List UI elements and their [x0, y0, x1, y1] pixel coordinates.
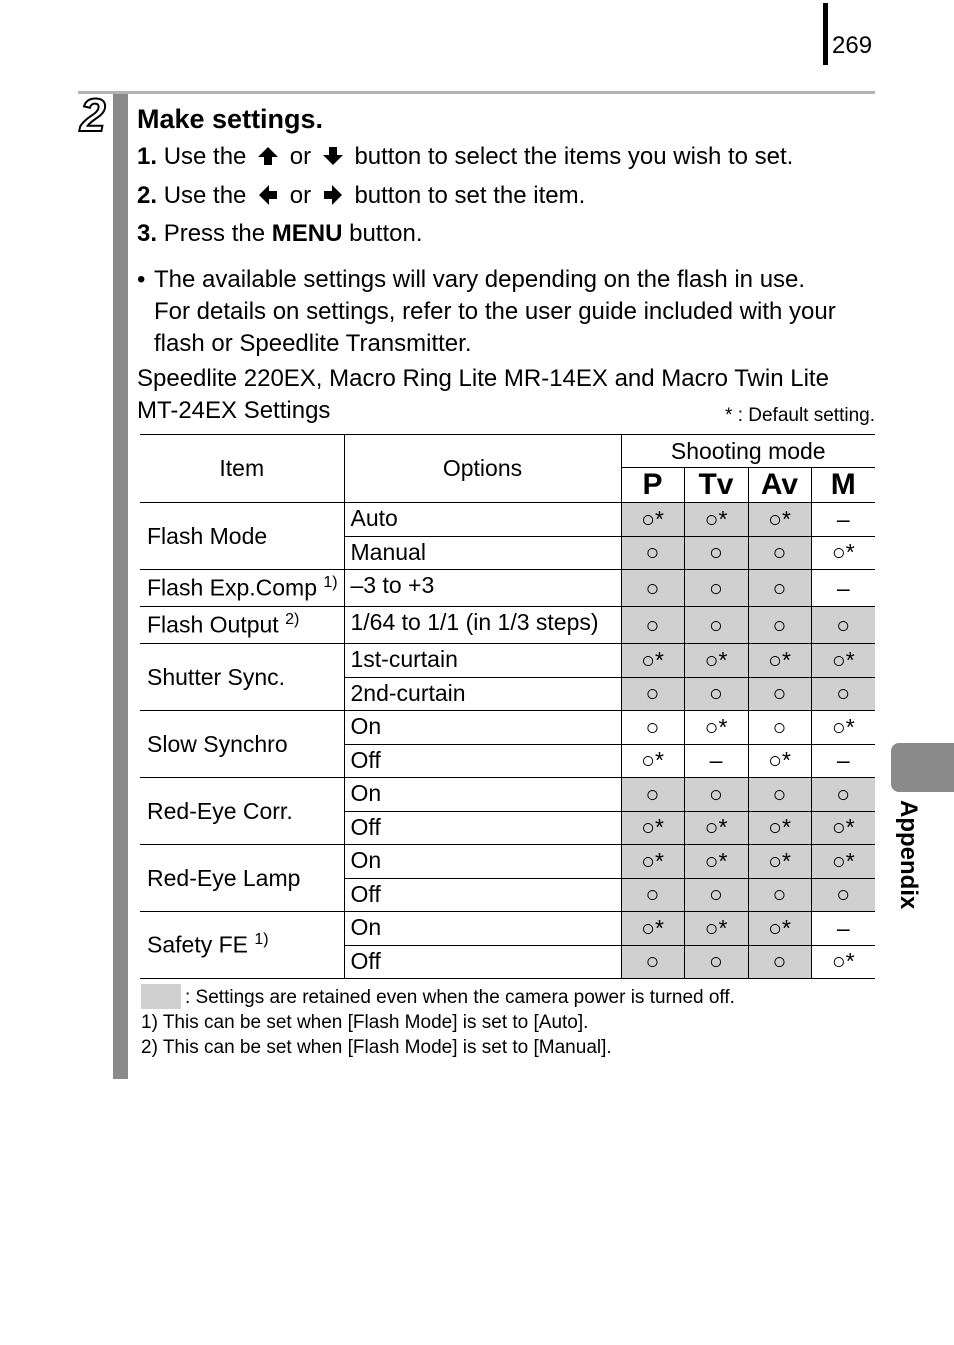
item-label: Flash Mode — [147, 522, 268, 549]
header-item: Item — [140, 435, 344, 503]
left-arrow-icon — [257, 184, 279, 206]
table-row — [140, 503, 875, 537]
mode-cell: – — [684, 744, 748, 778]
mode-cell: ○ — [748, 570, 811, 607]
step-3-post: button. — [349, 220, 423, 247]
footnote-2: 2) This can be set when [Flash Mode] is set to [Manual]. — [141, 1037, 612, 1058]
mode-cell: ○ — [684, 536, 748, 570]
step-1 — [137, 143, 793, 171]
step-3-number: 3. — [137, 220, 158, 247]
option-cell: –3 to +3 — [344, 570, 621, 607]
step-1-mid: or — [289, 143, 312, 170]
mode-cell: ○* — [811, 845, 875, 879]
mode-cell: ○ — [811, 677, 875, 711]
up-arrow-icon — [257, 145, 279, 167]
mode-cell: ○* — [621, 912, 684, 946]
item-cell — [140, 644, 344, 711]
mode-cell: ○* — [811, 811, 875, 845]
item-cell — [140, 912, 344, 979]
item-label: Flash Output — [147, 611, 279, 638]
mode-cell: ○ — [621, 607, 684, 644]
item-label: Slow Synchro — [147, 730, 288, 757]
step-3 — [137, 220, 423, 248]
mode-cell: ○ — [748, 607, 811, 644]
mode-p: P — [621, 468, 684, 503]
mode-cell: ○* — [684, 811, 748, 845]
table-row — [140, 570, 875, 607]
mode-cell: ○* — [748, 644, 811, 678]
page-number-bar — [823, 3, 828, 65]
step-3-pre: Press the — [163, 220, 266, 247]
settings-table-body — [140, 503, 875, 979]
step-2 — [137, 182, 585, 210]
legend-shade-swatch — [141, 984, 181, 1009]
down-arrow-icon — [322, 145, 344, 167]
item-footnote-ref: 1) — [254, 931, 269, 949]
step-side-bar — [113, 94, 128, 1079]
mode-cell: ○ — [748, 878, 811, 912]
header-options: Options — [344, 435, 621, 503]
item-label: Flash Exp.Comp — [147, 574, 318, 601]
appendix-tab — [891, 743, 954, 792]
page-number: 269 — [832, 32, 873, 59]
item-cell — [140, 570, 344, 607]
mode-cell: ○* — [748, 744, 811, 778]
step-number: 2 — [80, 89, 104, 141]
item-cell — [140, 778, 344, 845]
bullet-line-2: For details on settings, refer to the user guide included with your — [154, 298, 836, 325]
footnote-1: 1) This can be set when [Flash Mode] is set to [Auto]. — [141, 1012, 589, 1033]
header-shooting-mode: Shooting mode — [621, 435, 875, 468]
mode-cell: ○* — [684, 644, 748, 678]
bullet-dot: • — [137, 266, 146, 293]
option-cell: On — [344, 711, 621, 745]
mode-cell: ○ — [748, 778, 811, 812]
item-cell — [140, 845, 344, 912]
step-1-pre: Use the — [163, 143, 247, 170]
option-cell: 1st-curtain — [344, 644, 621, 678]
mode-cell: ○ — [621, 570, 684, 607]
mode-av: Av — [748, 468, 811, 503]
option-cell: Off — [344, 744, 621, 778]
settings-table — [140, 434, 875, 979]
appendix-tab-label: Appendix — [895, 800, 922, 910]
mode-cell: ○* — [748, 811, 811, 845]
table-row — [140, 778, 875, 812]
item-label: Safety FE — [147, 931, 248, 958]
mode-cell: ○ — [621, 677, 684, 711]
mode-cell: ○ — [811, 778, 875, 812]
item-label: Red-Eye Lamp — [147, 864, 301, 891]
mode-cell: ○* — [621, 811, 684, 845]
mode-cell: ○* — [811, 536, 875, 570]
bullet-line-3: flash or Speedlite Transmitter. — [154, 330, 472, 357]
table-title-line-1: Speedlite 220EX, Macro Ring Lite MR-14EX and Macro Twin Lite — [137, 365, 829, 392]
item-label: Shutter Sync. — [147, 663, 286, 690]
mode-cell: ○ — [621, 878, 684, 912]
mode-cell: ○* — [748, 503, 811, 537]
item-cell — [140, 503, 344, 570]
mode-cell: ○ — [748, 945, 811, 979]
table-row — [140, 644, 875, 678]
mode-cell: – — [811, 744, 875, 778]
table-title-line-2: MT-24EX Settings — [137, 397, 331, 424]
mode-cell: ○ — [621, 711, 684, 745]
mode-cell: ○ — [621, 536, 684, 570]
mode-cell: ○* — [621, 845, 684, 879]
mode-cell: ○ — [684, 778, 748, 812]
mode-cell: ○ — [811, 878, 875, 912]
right-arrow-icon — [322, 184, 344, 206]
option-cell: 2nd-curtain — [344, 677, 621, 711]
mode-cell: ○ — [748, 711, 811, 745]
bullet-line-1: The available settings will vary depending on the flash in use. — [154, 266, 806, 293]
option-cell: On — [344, 845, 621, 879]
mode-cell: ○* — [684, 845, 748, 879]
mode-m: M — [811, 468, 875, 503]
step-1-post: button to select the items you wish to set. — [354, 143, 794, 170]
top-rule — [78, 91, 875, 94]
mode-cell: ○ — [684, 945, 748, 979]
step-2-number: 2. — [137, 182, 158, 209]
mode-cell: ○* — [621, 744, 684, 778]
mode-cell: ○* — [621, 644, 684, 678]
mode-cell: ○* — [811, 644, 875, 678]
table-row — [140, 912, 875, 946]
legend-text: : Settings are retained even when the camera power is turned off. — [185, 987, 735, 1008]
mode-cell: ○ — [684, 570, 748, 607]
option-cell: On — [344, 912, 621, 946]
mode-cell: ○* — [684, 912, 748, 946]
option-cell: Manual — [344, 536, 621, 570]
mode-cell: ○* — [684, 503, 748, 537]
step-2-post: button to set the item. — [354, 182, 586, 209]
mode-cell: ○* — [811, 711, 875, 745]
mode-cell: – — [811, 503, 875, 537]
option-cell: Off — [344, 811, 621, 845]
mode-cell: ○ — [684, 878, 748, 912]
mode-cell: ○* — [811, 945, 875, 979]
mode-tv: Tv — [684, 468, 748, 503]
mode-cell: ○ — [748, 536, 811, 570]
table-row — [140, 607, 875, 644]
table-row — [140, 711, 875, 745]
mode-cell: ○* — [684, 711, 748, 745]
default-setting-note: * : Default setting. — [725, 405, 875, 426]
mode-cell: ○* — [621, 503, 684, 537]
mode-cell: ○ — [621, 778, 684, 812]
item-cell — [140, 711, 344, 778]
mode-cell: ○* — [748, 912, 811, 946]
option-cell: On — [344, 778, 621, 812]
option-cell: Auto — [344, 503, 621, 537]
option-cell: Off — [344, 878, 621, 912]
mode-cell: – — [811, 570, 875, 607]
step-2-mid: or — [289, 182, 312, 209]
menu-button-label: MENU — [271, 220, 343, 247]
mode-cell: ○ — [811, 607, 875, 644]
mode-cell: ○ — [684, 677, 748, 711]
mode-cell: ○* — [748, 845, 811, 879]
mode-cell: ○ — [621, 945, 684, 979]
table-row — [140, 845, 875, 879]
option-cell: 1/64 to 1/1 (in 1/3 steps) — [344, 607, 621, 644]
item-cell — [140, 607, 344, 644]
item-footnote-ref: 1) — [323, 574, 338, 592]
step-2-pre: Use the — [163, 182, 247, 209]
mode-cell: – — [811, 912, 875, 946]
item-label: Red-Eye Corr. — [147, 797, 293, 824]
option-cell: Off — [344, 945, 621, 979]
item-footnote-ref: 2) — [285, 611, 300, 629]
section-heading: Make settings. — [137, 104, 324, 134]
mode-cell: ○ — [684, 607, 748, 644]
mode-cell: ○ — [748, 677, 811, 711]
step-1-number: 1. — [137, 143, 158, 170]
